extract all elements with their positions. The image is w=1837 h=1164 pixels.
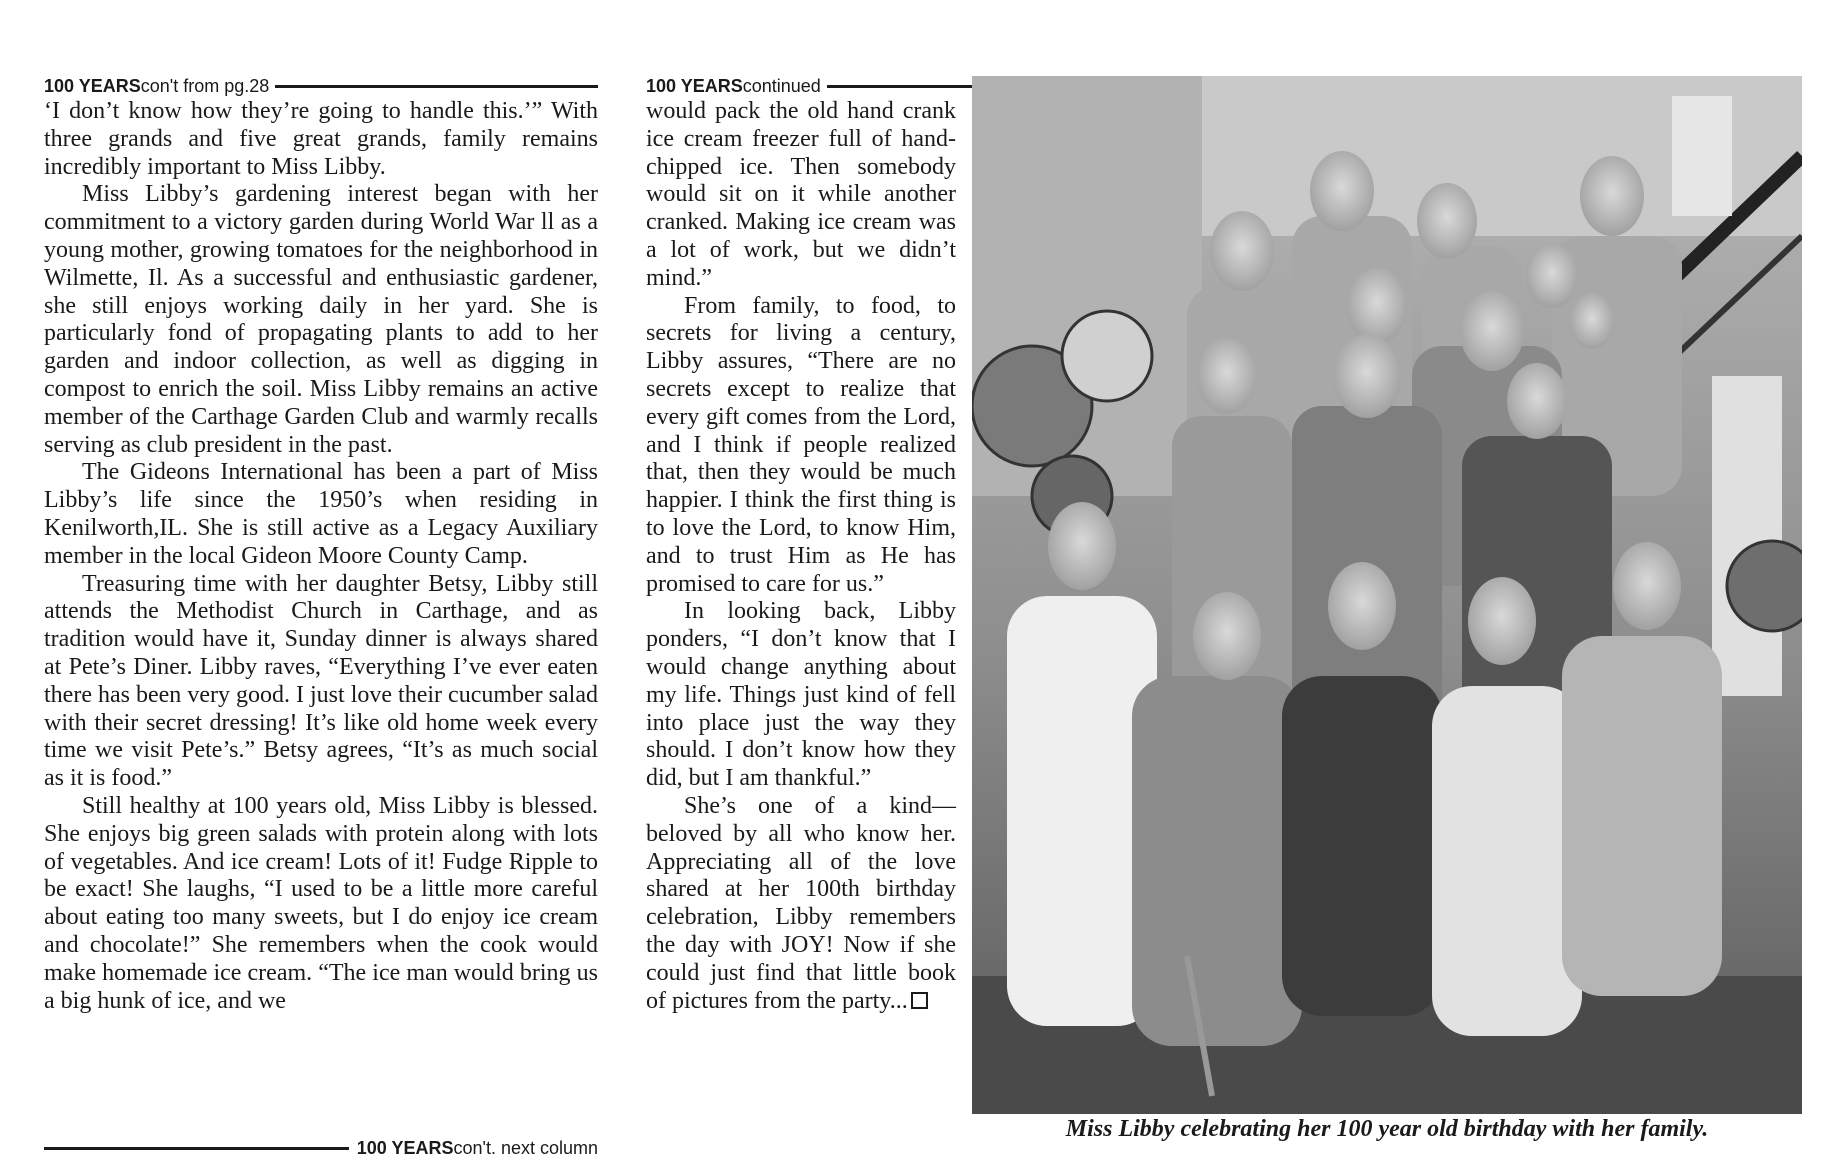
paragraph: From family, to food, to secrets for living a century, Libby assures, “There are no secrets except to realize that every gift comes from the Lord, and I think if people realized that, then they would be much happier. I think the first thing is to love the Lord, to know Him, and to trust Him as He has promised to care for us.” xyxy=(646,292,956,597)
article-body xyxy=(44,98,598,1015)
photo-caption: Miss Libby celebrating her 100 year old birthday with her family. xyxy=(1065,1116,1709,1142)
paragraph: ‘I don’t know how they’re going to handle this.’” With three grands and five great grands, family remains incredibly important to Miss Libby. xyxy=(44,98,598,180)
header-text: continued xyxy=(742,75,821,96)
header-text: con't from pg.28 xyxy=(140,75,270,96)
family-photo xyxy=(972,76,1802,1114)
article-column-2 xyxy=(646,74,956,1015)
footer-rule xyxy=(44,1147,349,1150)
paragraph: In looking back, Libby ponders, “I don’t know that I would change anything about my life. Things just kind of fell into place just the way they should. I don’t know how they did, but I am thankful.” xyxy=(646,598,956,792)
header-bold: 100 YEARS xyxy=(44,75,141,96)
continuation-header xyxy=(646,74,972,98)
paragraph xyxy=(646,793,956,1015)
paragraph: Treasuring time with her daughter Betsy, Libby still attends the Methodist Church in Carthage, and as tradition would have it, Sunday dinner is always shared at Pete’s Diner. Libby raves, “Everything I’ve ever eaten there has been very good. I just love their cucumber salad with their secret dressing! It’s like old home week every time we visit Pete’s.” Betsy agrees, “It’s as much social as it is food.” xyxy=(44,570,598,792)
article-body xyxy=(646,98,956,1015)
paragraph: Miss Libby’s gardening interest began with her commitment to a victory garden during World War ll as a young mother, growing tomatoes for the neighborhood in Wilmette, Il. As a successful and enthusiastic gardener, she still enjoys working daily in her yard. She is particularly fond of propagating plants to add to her garden and indoor collection, as well as digging in compost to enrich the soil. Miss Libby remains an active member of the Carthage Garden Club and warmly recalls serving as club president in the past. xyxy=(44,181,598,458)
footer-text: con't. next column xyxy=(453,1137,598,1158)
header-rule xyxy=(275,85,598,88)
paragraph: Still healthy at 100 years old, Miss Libby is blessed. She enjoys big green salads with protein along with lots of vegetables. And ice cream! Lots of it! Fudge Ripple to be exact! She laughs, “I used to be a little more careful about eating too many sweets, but I do enjoy ice cream and chocolate!” She remembers when the cook would make homemade ice cream. “The ice man would bring us a big hunk of ice, and we xyxy=(44,792,598,1014)
header-rule xyxy=(827,85,972,88)
continuation-footer xyxy=(44,1136,598,1160)
paragraph-text: She’s one of a kind—beloved by all who know her. Appreciating all of the love shared at her 100th birthday celebration, Libby remembers the day with JOY! Now if she could just find that little book of pictures from the party... xyxy=(646,792,956,1014)
paragraph: would pack the old hand crank ice cream freezer full of hand-chipped ice. Then somebody would sit on it while another cranked. Making ice cream was a lot of work, but we didn’t mind.” xyxy=(646,98,956,291)
footer-bold: 100 YEARS xyxy=(356,1137,454,1158)
paragraph: The Gideons International has been a part of Miss Libby’s life since the 1950’s when residing in Kenilworth,IL. She is still active as a Legacy Auxiliary member in the local Gideon Moore County Camp. xyxy=(44,459,598,569)
continuation-header xyxy=(44,74,598,98)
end-mark-icon xyxy=(911,992,928,1009)
header-bold: 100 YEARS xyxy=(646,75,743,96)
article-column-1 xyxy=(44,74,598,1015)
